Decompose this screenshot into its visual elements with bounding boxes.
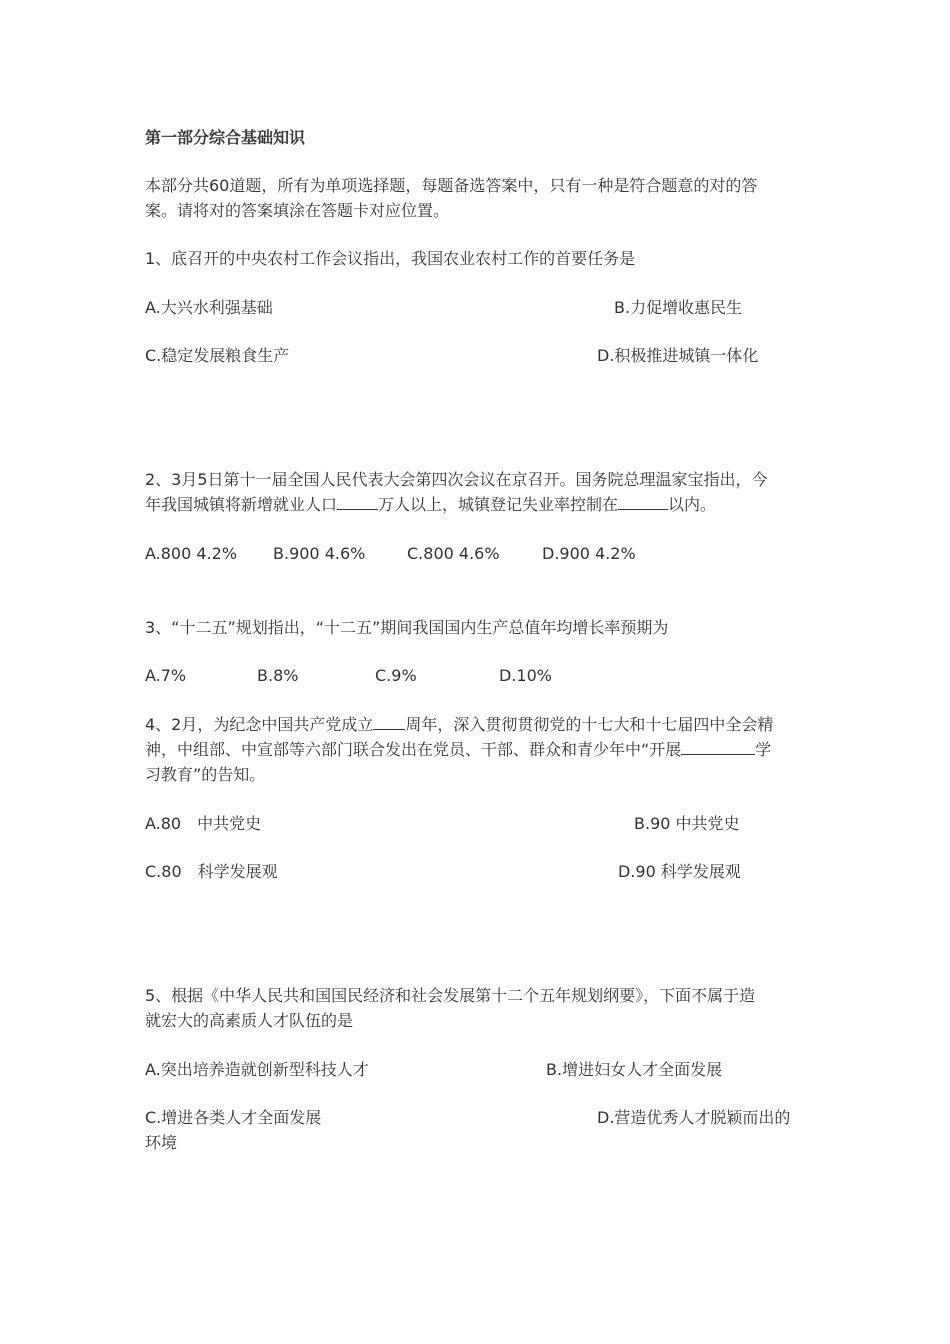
question-4-option-c: C.80 科学发展观	[145, 862, 278, 881]
question-3-option-a: A.7%	[145, 666, 187, 685]
question-4-option-b: B.90 中共党史	[634, 814, 740, 833]
section-heading: 第一部分综合基础知识	[145, 128, 306, 147]
question-4-text-line-2	[145, 738, 771, 762]
question-4-text-part-1: 4、2月，为纪念中国共产党成立	[145, 715, 374, 734]
question-2-text-part-1: 年我国城镇将新增就业人口	[145, 495, 338, 514]
question-1-option-a: A.大兴水利强基础	[145, 298, 273, 317]
question-4-text-part-3: 神，中组部、中宣部等六部门联合发出在党员、干部、群众和青少年中“开展	[145, 740, 682, 759]
question-2-option-d: D.900 4.2%	[542, 544, 636, 563]
question-4-option-a: A.80 中共党史	[145, 814, 262, 833]
question-3-text: 3、“十二五”规划指出，“十二五”期间我国国内生产总值年均增长率预期为	[145, 618, 669, 637]
answer-blank	[337, 494, 378, 510]
question-4-text-part-2: 周年，深入贯彻贯彻党的十七大和十七届四中全会精	[405, 715, 774, 734]
question-4-text-line-1	[145, 713, 773, 737]
question-2-text-line-1: 2、3月5日第十一届全国人民代表大会第四次会议在京召开。国务院总理温家宝指出，今	[145, 470, 768, 489]
question-1-option-d: D.积极推进城镇一体化	[597, 346, 759, 365]
question-5-text-line-1: 5、根据《中华人民共和国国民经济和社会发展第十二个五年规划纲要》，下面不属于造	[145, 986, 756, 1005]
question-4-text-line-3: 习教育”的告知。	[145, 765, 266, 784]
question-5-option-d: D.营造优秀人才脱颖而出的	[597, 1108, 791, 1127]
question-2-option-c: C.800 4.6%	[407, 544, 500, 563]
question-4-text-part-4: 学	[755, 740, 772, 759]
question-5-option-a: A.突出培养造就创新型科技人才	[145, 1060, 369, 1079]
question-4-option-d: D.90 科学发展观	[618, 862, 741, 881]
question-2-text-part-2: 万人以上，城镇登记失业率控制在	[378, 495, 619, 514]
question-3-option-d: D.10%	[499, 666, 552, 685]
question-1-option-c: C.稳定发展粮食生产	[145, 346, 290, 365]
question-2-text-line-2	[145, 493, 716, 517]
question-5-text-line-2: 就宏大的高素质人才队伍的是	[145, 1011, 354, 1030]
intro-line-1: 本部分共60道题，所有为单项选择题，每题备选答案中，只有一种是符合题意的对的答	[145, 176, 758, 195]
question-1-text: 1、底召开的中央农村工作会议指出，我国农业农村工作的首要任务是	[145, 249, 636, 268]
question-5-option-b: B.增进妇女人才全面发展	[546, 1060, 723, 1079]
question-2-option-b: B.900 4.6%	[273, 544, 366, 563]
answer-blank	[681, 739, 755, 755]
answer-blank	[373, 714, 405, 730]
question-5-option-d-continuation: 环境	[145, 1133, 178, 1152]
question-2-option-a: A.800 4.2%	[145, 544, 238, 563]
question-5-option-c: C.增进各类人才全面发展	[145, 1108, 322, 1127]
question-1-option-b: B.力促增收惠民生	[614, 298, 743, 317]
intro-line-2: 案。请将对的答案填涂在答题卡对应位置。	[145, 201, 450, 220]
question-3-option-c: C.9%	[375, 666, 417, 685]
question-2-text-part-3: 以内。	[668, 495, 717, 514]
question-3-option-b: B.8%	[257, 666, 299, 685]
answer-blank	[618, 494, 668, 510]
